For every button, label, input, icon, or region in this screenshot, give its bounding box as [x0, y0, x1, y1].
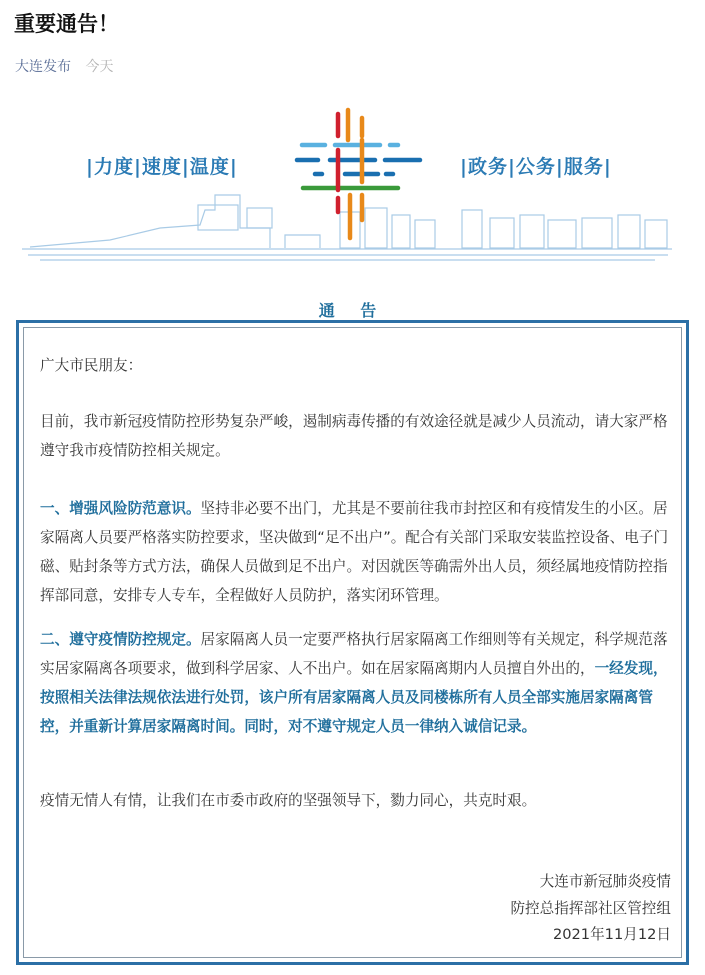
- intro-paragraph: 目前，我市新冠疫情防控形势复杂严峻，遏制病毒传播的有效途径就是减少人员流动，请大家严格遵守我市疫情防控相关规定。: [40, 413, 668, 459]
- notice-heading: 通 告: [318, 301, 387, 320]
- signature-line-1: 大连市新冠肺炎疫情: [539, 873, 671, 890]
- notice-inner-frame: [23, 327, 682, 958]
- signature-line-2: 防控总指挥部社区管控组: [510, 900, 671, 917]
- article-title: 重要通告！: [14, 12, 119, 36]
- publish-time: 今天: [85, 59, 114, 75]
- account-name-link[interactable]: 大连发布: [15, 59, 71, 75]
- item-2-title: 二、遵守疫情防控规定。: [40, 631, 201, 648]
- item-1-paragraph: [40, 494, 678, 610]
- closing-paragraph: 疫情无情人有情，让我们在市委市政府的坚强领导下，勠力同心，共克时艰。: [40, 792, 537, 809]
- item-2-emphasis: 一经发现，按照相关法律法规依法进行处罚，该户所有居家隔离人员及同楼栋所有人员全部实施居家隔离管控，并重新计算居家隔离时间。同时，对不遵守规定人员一律纳入诚信记录。: [40, 660, 668, 735]
- slogan-right: |政务|公务|服务|: [460, 156, 612, 178]
- greeting: 广大市民朋友：: [40, 357, 143, 374]
- skyline-logo-graphic: [0, 100, 705, 270]
- item-2-body: 居家隔离人员一定要严格执行居家隔离工作细则等有关规定，科学规范落实居家隔离各项要求，做到科学居家、人不出户。如在居家隔离期内人员擅自外出的，: [40, 631, 668, 677]
- item-1-body: 坚持非必要不出门，尤其是不要前往我市封控区和有疫情发生的小区。居家隔离人员要严格落实防控要求，坚决做到“足不出户”。配合有关部门采取安装监控设备、电子门磁、贴封条等方式方法，确保人员做到足不出户。对因就医等确需外出人员，须经属地疫情防控指挥部同意，安排专人专车，全程做好人员防护，落实闭环管理。: [40, 500, 669, 604]
- item-1-title: 一、增强风险防范意识。: [40, 500, 201, 517]
- notice-date: 2021年11月12日: [552, 926, 671, 943]
- article-meta: [15, 56, 113, 76]
- slogan-left: |力度|速度|温度|: [86, 156, 238, 178]
- banner-image: [0, 100, 705, 270]
- notice-box: [16, 320, 689, 965]
- item-2-paragraph: [40, 625, 678, 741]
